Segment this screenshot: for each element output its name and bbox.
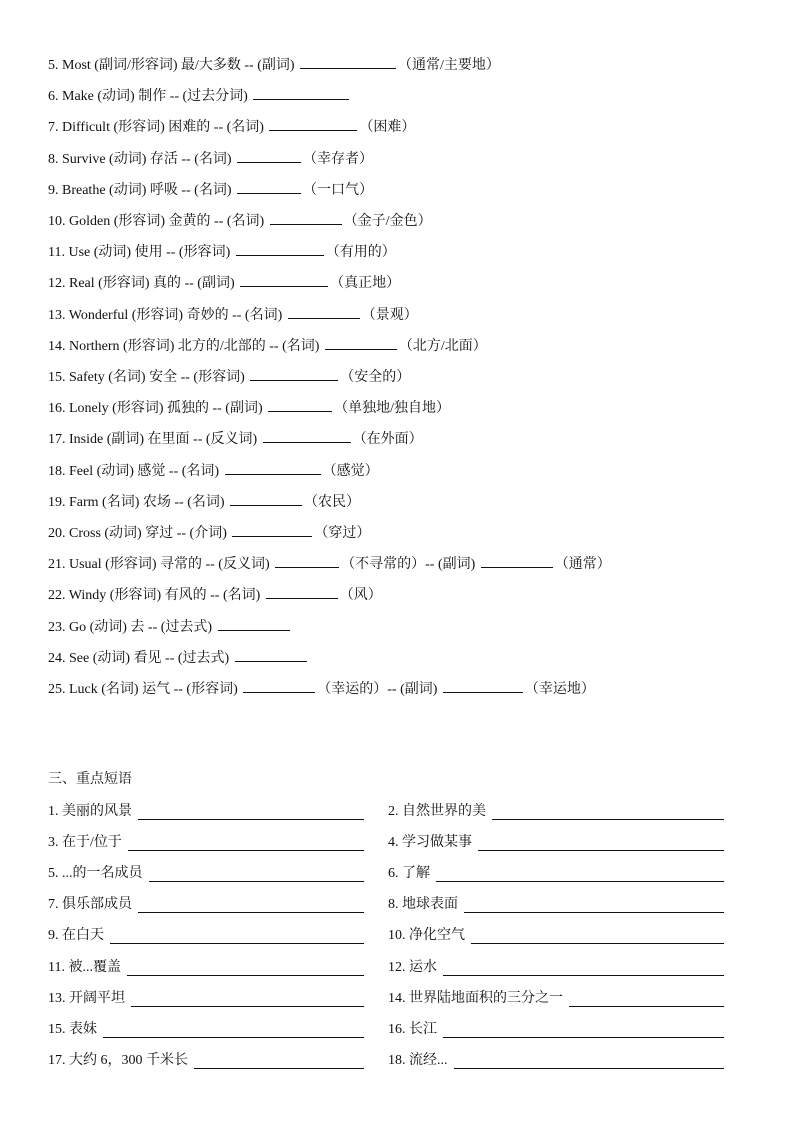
phrase-answer-line[interactable] [149, 881, 365, 882]
vocab-item [48, 272, 400, 294]
phrase-label: 2. 自然世界的美 [388, 804, 486, 819]
phrase-label: 11. 被...覆盖 [48, 959, 121, 975]
answer-blank[interactable] [288, 304, 360, 319]
section-title: 三、重点短语 [48, 772, 132, 787]
answer-blank[interactable] [481, 553, 553, 568]
answer-blank[interactable] [253, 85, 349, 100]
vocab-hint: （在外面） [352, 432, 423, 448]
answer-blank[interactable] [230, 491, 302, 506]
vocab-hint: （通常） [554, 557, 611, 573]
vocab-hint: （幸存者） [303, 151, 374, 167]
phrase-label: 7. 俱乐部成员 [48, 897, 132, 913]
phrase-answer-line[interactable] [454, 1068, 725, 1069]
vocab-hint: （真正地） [330, 276, 401, 292]
phrase-answer-line[interactable] [103, 1037, 364, 1038]
vocab-hint: （安全的） [340, 370, 411, 385]
answer-blank[interactable] [243, 678, 315, 693]
phrase-label: 9. 在白天 [48, 928, 104, 944]
vocab-text: 22. Windy (形容词) 有风的 -- (名词) [48, 588, 264, 604]
vocab-hint: （北方/北面） [398, 338, 487, 354]
vocab-hint: （一口气） [303, 182, 374, 198]
phrase-label: 14. 世界陆地面积的三分之一 [388, 990, 563, 1006]
answer-blank[interactable] [275, 553, 339, 568]
phrase-label: 5. ...的一名成员 [48, 866, 143, 882]
vocab-hint: （农民） [304, 494, 361, 510]
vocab-item [48, 584, 382, 606]
answer-blank[interactable] [270, 210, 342, 225]
vocab-text: 9. Breathe (动词) 呼吸 -- (名词) [48, 182, 236, 198]
phrase-label: 17. 大约 6，300 千米长 [48, 1052, 188, 1068]
phrase-answer-line[interactable] [443, 975, 724, 976]
vocab-item [48, 553, 611, 575]
answer-blank[interactable] [266, 584, 338, 599]
vocab-item [48, 116, 415, 138]
vocab-hint: （感觉） [322, 463, 379, 479]
vocab-item [48, 148, 373, 170]
vocab-text: 8. Survive (动词) 存活 -- (名词) [48, 151, 236, 167]
vocab-hint: （不寻常的）-- (副词) [341, 557, 479, 573]
answer-blank[interactable] [225, 460, 321, 475]
phrase-answer-line[interactable] [443, 1037, 724, 1038]
phrase-answer-line[interactable] [436, 881, 724, 882]
vocab-item [48, 85, 351, 107]
vocab-text: 12. Real (形容词) 真的 -- (副词) [48, 276, 239, 292]
vocab-hint: （幸运地） [524, 682, 595, 697]
vocab-hint: （幸运的）-- (副词) [317, 682, 441, 697]
phrase-label: 15. 表妹 [48, 1021, 97, 1037]
vocab-text: 19. Farm (名词) 农场 -- (名词) [48, 494, 229, 510]
answer-blank[interactable] [235, 647, 307, 662]
vocab-item [48, 522, 370, 544]
answer-blank[interactable] [236, 241, 324, 256]
phrase-answer-line[interactable] [569, 1006, 724, 1007]
answer-blank[interactable] [268, 397, 332, 412]
answer-blank[interactable] [237, 179, 301, 194]
vocab-text: 14. Northern (形容词) 北方的/北部的 -- (名词) [48, 338, 323, 354]
phrase-answer-line[interactable] [138, 912, 364, 913]
vocab-item [48, 179, 373, 201]
vocab-text: 21. Usual (形容词) 寻常的 -- (反义词) [48, 557, 274, 573]
phrase-label: 16. 长江 [388, 1021, 437, 1037]
vocab-item [48, 491, 360, 513]
phrase-label: 6. 了解 [388, 866, 430, 882]
vocab-text: 5. Most (副词/形容词) 最/大多数 -- (副词) [48, 58, 299, 73]
vocab-item [48, 616, 292, 638]
vocab-hint: （单独地/独自地） [334, 401, 451, 417]
vocab-item [48, 460, 379, 482]
vocab-item [48, 428, 423, 450]
answer-blank[interactable] [300, 54, 396, 69]
vocab-item [48, 241, 396, 263]
phrase-label: 18. 流经... [388, 1052, 448, 1068]
phrase-answer-line[interactable] [128, 850, 364, 851]
vocab-item [48, 304, 418, 326]
vocab-item [48, 335, 487, 357]
answer-blank[interactable] [250, 366, 338, 381]
vocab-text: 17. Inside (副词) 在里面 -- (反义词) [48, 432, 261, 448]
answer-blank[interactable] [269, 116, 357, 131]
answer-blank[interactable] [325, 335, 397, 350]
vocab-text: 20. Cross (动词) 穿过 -- (介词) [48, 526, 231, 541]
phrase-label: 1. 美丽的风景 [48, 804, 132, 819]
vocab-text: 24. See (动词) 看见 -- (过去式) [48, 650, 233, 666]
vocab-item [48, 366, 410, 388]
vocab-hint: （困难） [359, 120, 416, 136]
vocab-hint: （金子/金色） [343, 214, 432, 229]
phrase-answer-line[interactable] [492, 819, 724, 820]
vocab-hint: （景观） [361, 307, 418, 323]
vocab-hint: （有用的） [325, 245, 396, 261]
phrase-label: 12. 运水 [388, 959, 437, 975]
vocab-item [48, 678, 595, 700]
vocab-item [48, 210, 432, 232]
vocab-hint: （通常/主要地） [398, 58, 500, 73]
phrase-answer-line[interactable] [464, 912, 724, 913]
phrase-answer-line[interactable] [138, 819, 364, 820]
phrase-label: 10. 净化空气 [388, 928, 465, 944]
answer-blank[interactable] [263, 428, 351, 443]
vocab-text: 11. Use (动词) 使用 -- (形容词) [48, 245, 234, 261]
phrase-label: 8. 地球表面 [388, 897, 458, 913]
phrase-answer-line[interactable] [127, 975, 364, 976]
vocab-text: 16. Lonely (形容词) 孤独的 -- (副词) [48, 401, 267, 417]
vocab-item [48, 647, 309, 669]
phrase-answer-line[interactable] [471, 943, 724, 944]
vocab-text: 7. Difficult (形容词) 困难的 -- (名词) [48, 120, 268, 136]
vocab-text: 23. Go (动词) 去 -- (过去式) [48, 619, 216, 635]
vocab-hint: （穿过） [314, 526, 371, 541]
vocab-hint: （风） [339, 588, 382, 604]
phrase-label: 3. 在于/位于 [48, 835, 122, 851]
phrase-answer-line[interactable] [194, 1068, 364, 1069]
vocab-text: 10. Golden (形容词) 金黄的 -- (名词) [48, 214, 268, 229]
answer-blank[interactable] [443, 678, 523, 693]
vocab-text: 6. Make (动词) 制作 -- (过去分词) [48, 89, 252, 105]
phrase-label: 13. 开阔平坦 [48, 990, 125, 1006]
vocab-text: 15. Safety (名词) 安全 -- (形容词) [48, 370, 249, 385]
vocab-text: 18. Feel (动词) 感觉 -- (名词) [48, 463, 223, 479]
phrase-label: 4. 学习做某事 [388, 835, 472, 851]
answer-blank[interactable] [218, 616, 290, 631]
vocab-text: 13. Wonderful (形容词) 奇妙的 -- (名词) [48, 307, 286, 323]
phrase-answer-line[interactable] [478, 850, 724, 851]
vocab-item [48, 397, 450, 419]
vocab-text: 25. Luck (名词) 运气 -- (形容词) [48, 682, 242, 697]
answer-blank[interactable] [232, 522, 312, 537]
vocab-item [48, 54, 500, 76]
phrase-answer-line[interactable] [110, 943, 364, 944]
answer-blank[interactable] [237, 148, 301, 163]
phrase-answer-line[interactable] [131, 1006, 364, 1007]
answer-blank[interactable] [240, 272, 328, 287]
